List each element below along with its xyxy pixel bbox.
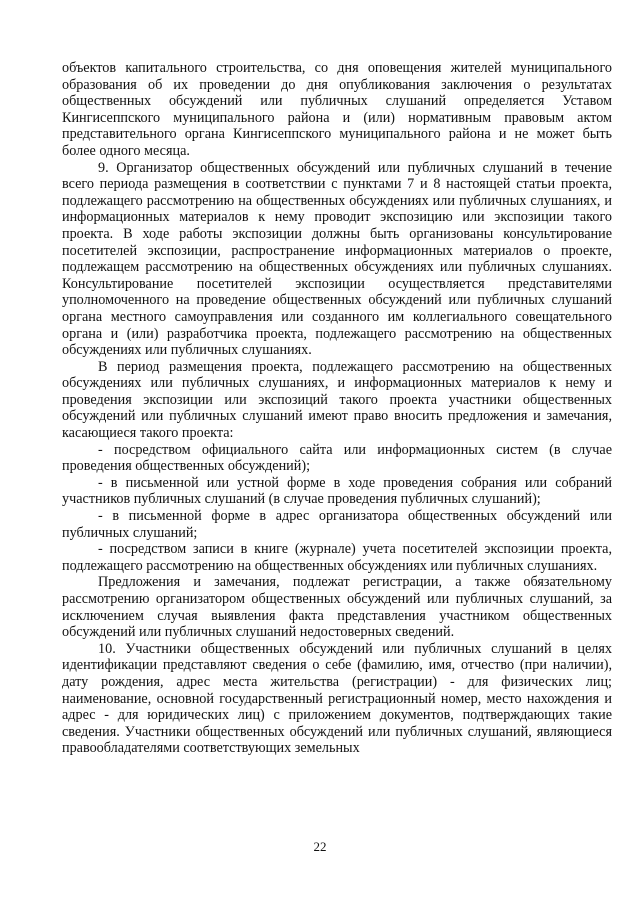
paragraph-registration: Предложения и замечания, подлежат регистрации, а также обязательному рассмотрению организатором общественных обсуждений или публичных слушаний, за исключением случая выявления факта представления участником общественных обсуждений или публичных слушаний недостоверных сведений. (62, 574, 612, 641)
page-number: 22 (313, 839, 327, 854)
paragraph-item-10: 10. Участники общественных обсуждений или публичных слушаний в целях идентификации представляют сведения о себе (фамилию, имя, отчество (при наличии), дату рождения, адрес места жительства (регистрации) - для физических лиц; наименование, основной государственный регистрационный номер, место нахождения и адрес - для юридических лиц) с приложением документов, подтверждающих такие сведения. Участники общественных обсуждений или публичных слушаний, являющиеся правообладателями соответствующих земельных (62, 640, 612, 757)
paragraph-continuation: объектов капитального строительства, со дня оповещения жителей муниципального образования об их проведении до дня опубликования заключения о результатах общественных обсуждений или публичных слушаний определяется Уставом Кингисеппского муниципального района и (или) нормативным правовым актом представительного органа Кингисеппского муниципального района и не может быть более одного месяца. (62, 60, 612, 159)
paragraph-proposals-period: В период размещения проекта, подлежащего рассмотрению на общественных обсуждениях или публичных слушаниях, и информационных материалов к нему и проведения экспозиции или экспозиций такого проекта участники общественных обсуждений или публичных слушаний имеют право вносить предложения и замечания, касающиеся такого проекта: (62, 358, 612, 442)
list-item-visitor-book: - посредством записи в книге (журнале) учета посетителей экспозиции проекта, подлежащего рассмотрению на общественных обсуждениях или публичных слушаниях. (62, 541, 612, 574)
document-body (62, 60, 612, 757)
list-item-official-site: - посредством официального сайта или информационных систем (в случае проведения общественных обсуждений); (62, 441, 612, 475)
paragraph-item-9: 9. Организатор общественных обсуждений или публичных слушаний в течение всего периода размещения в соответствии с пунктами 7 и 8 настоящей статьи проекта, подлежащего рассмотрению на общественных обсуждениях или публичных слушаниях, и информационных материалов к нему проводит экспозицию или экспозиции такого проекта. В ходе работы экспозиции должны быть организованы консультирование посетителей экспозиции, распространение информационных материалов о проекте, подлежащем рассмотрению на общественных обсуждениях или публичных слушаниях. Консультирование посетителей экспозиции осуществляется представителями уполномоченного на проведение общественных обсуждений или публичных слушаний органа местного самоуправления или созданного им коллегиального совещательного органа и (или) разработчика проекта, подлежащего рассмотрению на общественных обсуждениях или публичных слушаниях. (62, 159, 612, 359)
list-item-meeting: - в письменной или устной форме в ходе проведения собрания или собраний участников публичных слушаний (в случае проведения публичных слушаний); (62, 474, 612, 508)
list-item-written-form: - в письменной форме в адрес организатора общественных обсуждений или публичных слушаний; (62, 508, 612, 541)
